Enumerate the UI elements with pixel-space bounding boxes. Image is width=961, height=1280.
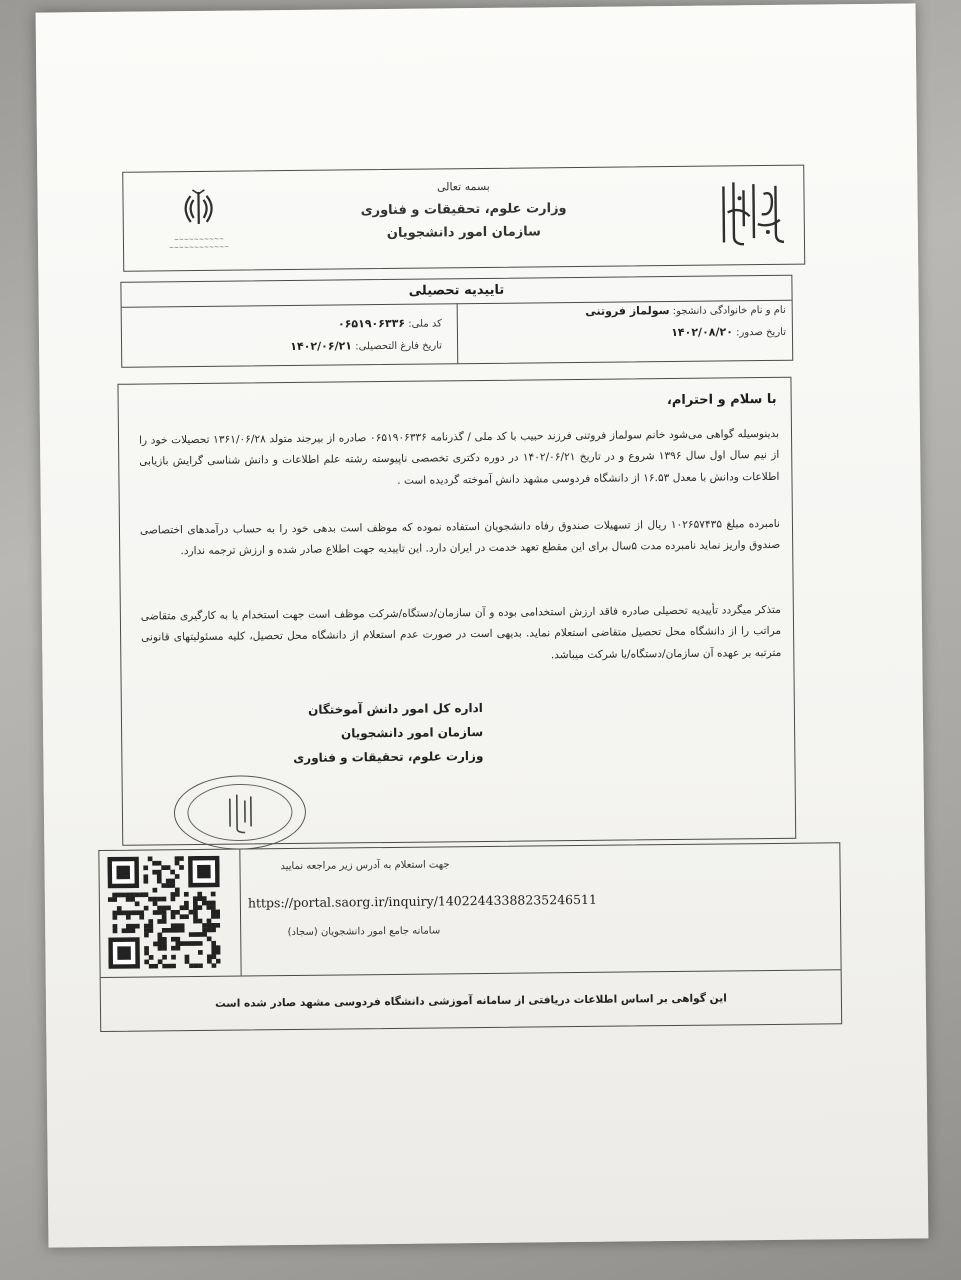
signature-block [293,696,484,770]
graduation-date-cell [290,335,442,358]
graduation-date-label: تاریخ فارغ التحصیلی: [355,340,443,353]
issue-date-value: ۱۴۰۲/۰۸/۲۰ [671,325,733,340]
inquiry-footer [98,842,842,1032]
saorg-logo [713,176,794,253]
emblem-caption-line2: ~~~~~~~~~~~~ [168,243,230,252]
emblem-caption-line1: ~~~~~~~~~~ [173,235,225,244]
loan-paragraph: نامبرده مبلغ ۱۰۲۶۵۷۴۳۵ ریال از تسهیلات صندوق رفاه دانشجویان استفاده نموده که موظف است بدهی خود را به حساب درآمدهای اختصاصی صندوق واریز نماید نامبرده مدت ۵سال برای این مقطع تعهد خدمت در ایران دارد. این تاییدیه جهت اطلاع صادر شده و ارزش ترجمه ندارد. [139,517,781,558]
signature-line3: وزارت علوم، تحقیقات و فناوری [293,748,484,765]
letter-body [117,377,796,846]
source-note: این گواهی بر اساس اطلاعات دریافتی از سامانه آموزشی دانشگاه فردوسی مشهد صادر شده است [214,992,727,1010]
inquiry-hint: جهت استعلام به آدرس زیر مراجعه نمایید [280,859,450,873]
issue-date-cell [671,322,786,344]
footer-separator [101,969,841,978]
national-code-label: کد ملی: [408,318,442,330]
document-header [122,165,805,272]
student-name-value: سولماز فروتنی [585,304,670,318]
disclaimer-paragraph: متذکر میگردد تأییدیه تحصیلی صادره فاقد ارزش استخدامی بوده و آن سازمان/دستگاه/شرکت موظف است جهت استخدام یا به کارگیری متقاضی مراتب را از دانشگاه محل تحصیل متقاضی استعلام نماید. بدیهی است در صورت عدم استعلام از دانشگاه محل تحصیل، کلیه مسئولیتهای قانونی مترتبه بر عهده آن سازمان/دستگاه/یا شرکت میباشد. [140,603,782,661]
inquiry-url-link[interactable]: https://portal.saorg.ir/inquiry/14022443388235246511 [247,891,597,911]
greeting: با سلام و احترام، [666,391,777,409]
qr-code[interactable] [107,856,220,969]
signature-line2: سازمان امور دانشجویان [340,724,484,741]
issue-date-label: تاریخ صدور: [736,326,787,339]
official-stamp [174,775,307,850]
footer-divider [239,850,241,976]
certification-paragraph: بدینوسیله گواهی می‌شود خانم سولماز فروتنی فرزند حبیب با کد ملی / گذرنامه ۰۶۵۱۹۰۶۳۳۶ صادره از بیرجند متولد ۱۳۶۱/۰۶/۲۸ تحصیلات خود را از نیم سال اول سال ۱۳۹۶ شروع و در تاریخ ۱۴۰۲/۰۶/۲۱ در دوره دکتری تخصصی ناپیوسته رشته علم اطلاعات و دانش شناسی گرایش بازیابی اطلاعات ودانش با معدل ۱۶.۵۳ از دانشگاه فردوسی مشهد دانش آموخته گردیده است . [138,427,780,487]
document-paper [36,3,929,1247]
student-info-table [120,275,793,368]
organization-name: سازمان امور دانشجویان [386,224,541,241]
signature-line1: اداره کل امور دانش آموختگان [307,700,483,717]
student-name-cell [585,300,786,323]
student-name-label: نام و نام خانوادگی دانشجو: [672,304,786,317]
national-code-value: ۰۶۵۱۹۰۶۳۳۶ [337,316,406,331]
ministry-name: وزارت علوم، تحقیقات و فناوری [360,201,567,219]
system-name: سامانه جامع امور دانشجویان (سجاد) [287,925,441,939]
besmellah: بسمه تعالی [436,179,490,194]
graduation-date-value: ۱۴۰۲/۰۶/۲۱ [290,339,353,353]
iran-emblem [163,188,234,261]
table-divider [457,303,459,363]
document-title: تاییدیه تحصیلی [121,276,791,308]
national-code-cell [338,313,442,335]
